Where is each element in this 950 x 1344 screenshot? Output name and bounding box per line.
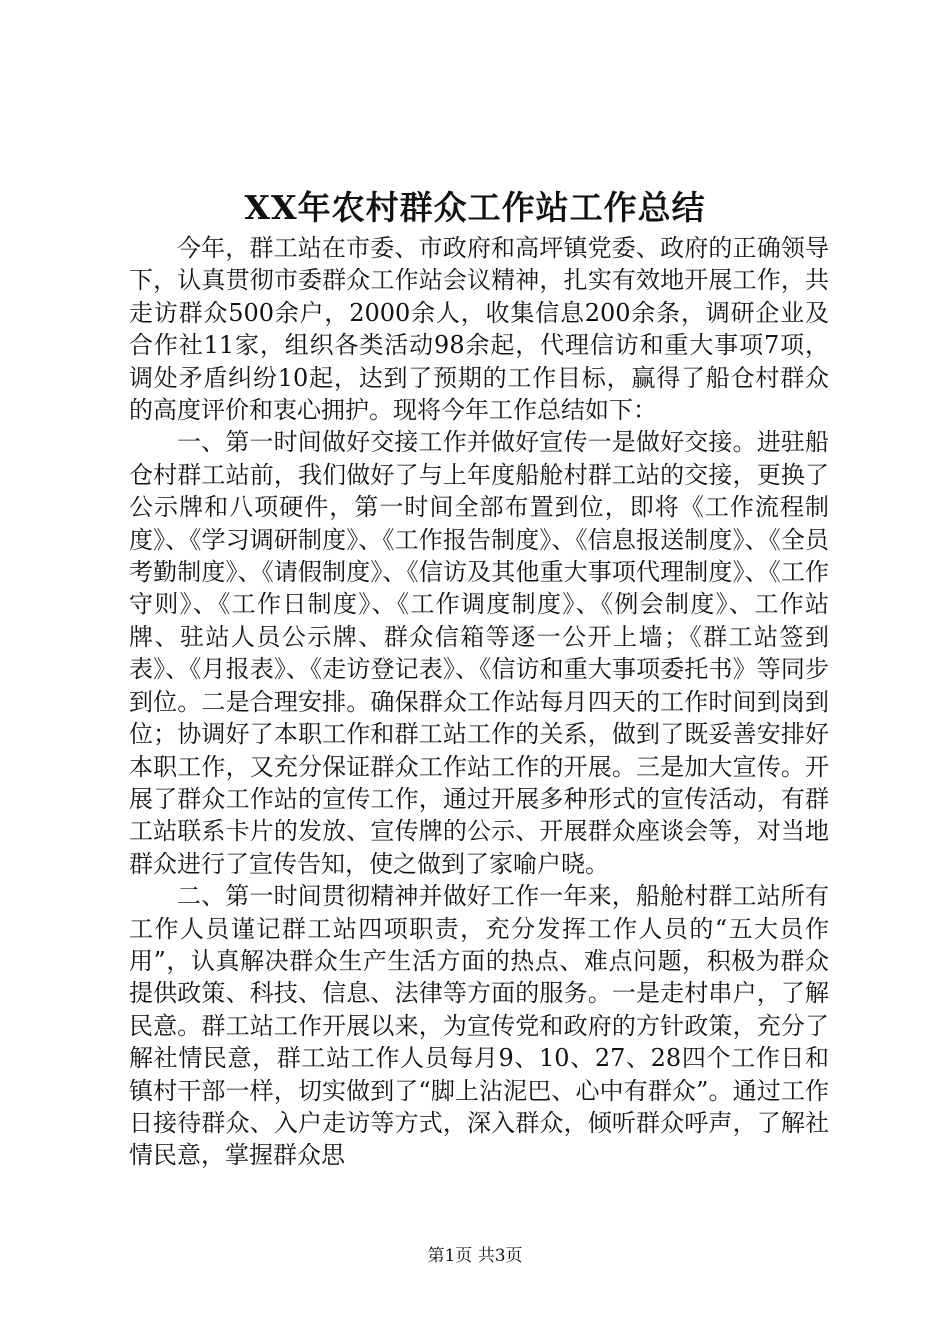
document-body (129, 232, 829, 1172)
page-footer: 第1页 共3页 (427, 1246, 523, 1266)
paragraph-section-2: 二、第一时间贯彻精神并做好工作一年来，船舱村群工站所有工作人员谨记群工站四项职责，充分发挥工作人员的“五大员作用”，认真解决群众生产生活方面的热点、难点问题，积极为群众提供政策、科技、信息、法律等方面的服务。一是走村串户，了解民意。群工站工作开展以来，为宣传党和政府的方针政策，充分了解社情民意，群工站工作人员每月9、10、27、28四个工作日和镇村干部一样，切实做到了“脚上沾泥巴、心中有群众”。通过工作日接待群众、入户走访等方式，深入群众，倾听群众呼声，了解社情民意，掌握群众思 (129, 882, 829, 1170)
paragraph-intro: 今年，群工站在市委、市政府和高坪镇党委、政府的正确领导下，认真贯彻市委群众工作站会议精神，扎实有效地开展工作，共走访群众500余户，2000余人，收集信息200余条，调研企业及合作社11家，组织各类活动98余起，代理信访和重大事项7项，调处矛盾纠纷10起，达到了预期的工作目标，赢得了船仓村群众的高度评价和衷心拥护。现将今年工作总结如下： (129, 234, 829, 425)
paragraph-section-1: 一、第一时间做好交接工作并做好宣传一是做好交接。进驻船仓村群工站前，我们做好了与上年度船舱村群工站的交接，更换了公示牌和八项硬件，第一时间全部布置到位，即将《工作流程制度》、《学习调研制度》、《工作报告制度》、《信息报送制度》、《全员考勤制度》、《请假制度》、《信访及其他重大事项代理制度》、《工作守则》、《工作日制度》、《工作调度制度》、《例会制度》、工作站牌、驻站人员公示牌、群众信箱等逐一公开上墙；《群工站签到表》、《月报表》、《走访登记表》、《信访和重大事项委托书》等同步到位。二是合理安排。确保群众工作站每月四天的工作时间到岗到位；协调好了本职工作和群工站工作的关系，做到了既妥善安排好本职工作，又充分保证群众工作站工作的开展。三是加大宣传。开展了群众工作站的宣传工作，通过开展多种形式的宣传活动，有群工站联系卡片的发放、宣传牌的公示、开展群众座谈会等，对当地群众进行了宣传告知，使之做到了家喻户晓。 (129, 428, 829, 878)
document-title: XX年农村群众工作站工作总结 (244, 188, 706, 227)
